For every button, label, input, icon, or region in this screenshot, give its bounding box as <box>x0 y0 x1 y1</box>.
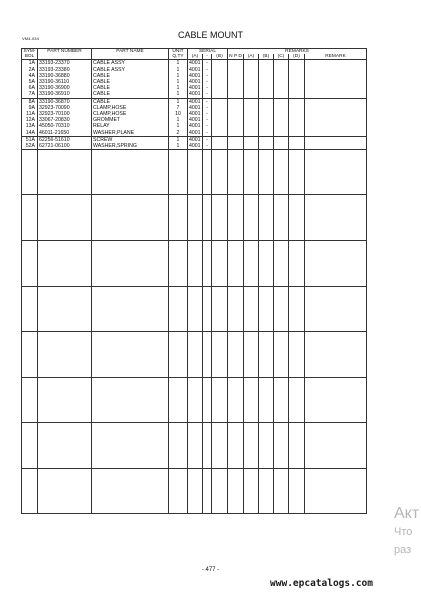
cell-empty <box>203 241 212 287</box>
cell-empty <box>259 378 274 423</box>
cell-empty <box>92 241 169 287</box>
cell-empty <box>228 469 244 514</box>
cell-empty <box>274 98 289 105</box>
cell-serial-a: 4001 <box>189 143 201 150</box>
header-part-number: PART NUMBER <box>38 49 92 60</box>
cell-empty <box>244 60 259 67</box>
cell-qty: 1 <box>169 85 188 91</box>
cell-empty <box>169 378 188 423</box>
cell-empty <box>244 378 259 423</box>
cell-empty <box>203 378 212 423</box>
cell-symbol: 1A <box>22 60 38 67</box>
cell-empty <box>305 423 367 469</box>
cell-part-name: CLAMP,HOSE <box>92 105 169 111</box>
cell-qty: 1 <box>169 123 188 129</box>
cell-empty <box>38 150 92 195</box>
cell-empty <box>244 91 259 98</box>
cell-empty <box>259 332 274 378</box>
table-row-blank <box>22 423 367 469</box>
cell-empty <box>305 378 367 423</box>
cell-qty: 1 <box>169 91 188 98</box>
cell-empty <box>203 195 212 241</box>
cell-empty <box>212 378 228 423</box>
cell-part-number: 33190-36900 <box>38 85 92 91</box>
cell-empty <box>274 136 289 143</box>
cell-empty <box>289 378 305 423</box>
cell-empty <box>169 150 188 195</box>
cell-serial-dash: - <box>203 67 212 73</box>
cell-serial-dash: - <box>203 123 212 129</box>
cell-symbol: 13A <box>22 123 38 129</box>
cell-empty <box>92 469 169 514</box>
cell-empty <box>259 91 274 98</box>
header-symbol: SYM- BOL <box>23 49 36 60</box>
header-serial-dash: - <box>203 54 212 60</box>
table-row <box>22 98 367 105</box>
page-number: - 477 - <box>201 567 220 573</box>
cell-empty <box>259 143 274 150</box>
watermark-line: Акт <box>394 505 420 522</box>
cell-empty <box>188 150 203 195</box>
cell-empty <box>289 241 305 287</box>
header-remarks-b: (B) <box>259 54 274 60</box>
cell-empty <box>289 91 305 98</box>
cell-part-name: WASHER,PLANE <box>92 130 169 137</box>
cell-part-number: 33190-36910 <box>38 91 92 98</box>
cell-empty <box>169 287 188 332</box>
cell-serial-a: 4001 <box>189 104 201 111</box>
cell-empty <box>244 469 259 514</box>
cell-empty <box>289 287 305 332</box>
cell-symbol: 2A <box>22 67 38 73</box>
header-remarks-c: (C) <box>274 54 289 60</box>
table-row-blank <box>22 378 367 423</box>
cell-empty <box>259 60 274 67</box>
cell-empty <box>305 143 367 150</box>
cell-symbol: 8A <box>22 98 38 105</box>
cell-empty <box>274 287 289 332</box>
cell-symbol: 5A <box>22 79 38 85</box>
cell-empty <box>274 423 289 469</box>
header-remarks-d: (D) <box>289 54 305 60</box>
cell-empty <box>244 423 259 469</box>
cell-part-number: 33193-23380 <box>38 67 92 73</box>
site-url[interactable]: www.epcatalogs.com <box>270 578 373 589</box>
cell-symbol: 4A <box>22 73 38 79</box>
cell-serial-dash: - <box>203 98 212 105</box>
cell-serial-a: 4001 <box>189 111 201 118</box>
cell-empty <box>259 136 274 143</box>
cell-empty <box>212 98 228 105</box>
cell-serial-dash: - <box>203 136 212 143</box>
cell-empty <box>188 469 203 514</box>
cell-empty <box>244 241 259 287</box>
cell-symbol: 7A <box>22 91 38 98</box>
cell-empty <box>244 150 259 195</box>
cell-empty <box>289 130 305 137</box>
cell-part-number: 32923-70100 <box>38 111 92 117</box>
cell-part-name: SCREW <box>92 136 169 143</box>
cell-qty: 1 <box>169 143 188 150</box>
cell-empty <box>22 469 38 514</box>
cell-empty <box>305 91 367 98</box>
cell-empty <box>259 241 274 287</box>
cell-empty <box>188 241 203 287</box>
cell-serial-a: 4001 <box>189 91 201 98</box>
cell-symbol: 11A <box>22 111 38 117</box>
page-title: CABLE MOUNT <box>177 30 243 40</box>
cell-empty <box>289 98 305 105</box>
cell-empty <box>274 60 289 67</box>
cell-empty <box>244 130 259 137</box>
cell-empty <box>259 98 274 105</box>
header-remarks-a: (A) <box>244 54 259 60</box>
cell-empty <box>289 195 305 241</box>
header-serial-a: (A) <box>188 54 203 60</box>
cell-empty <box>274 91 289 98</box>
table-row-blank <box>22 332 367 378</box>
cell-part-name: WASHER,SPRING <box>92 143 169 150</box>
cell-empty <box>289 150 305 195</box>
cell-part-number: 33190-36880 <box>38 73 92 79</box>
cell-empty <box>212 143 228 150</box>
cell-empty <box>305 60 367 67</box>
table-row <box>22 60 367 67</box>
cell-empty <box>38 241 92 287</box>
cell-part-number: 62256-51610 <box>38 136 92 143</box>
cell-empty <box>289 136 305 143</box>
cell-empty <box>188 287 203 332</box>
cell-serial-dash: - <box>203 85 212 91</box>
cell-serial-a: 4001 <box>189 79 201 86</box>
cell-empty <box>212 136 228 143</box>
cell-empty <box>212 469 228 514</box>
cell-part-number: 32923-70090 <box>38 105 92 111</box>
cell-empty <box>188 195 203 241</box>
cell-qty: 7 <box>169 105 188 111</box>
cell-part-number: 45050-70310 <box>38 123 92 129</box>
cell-empty <box>38 423 92 469</box>
cell-serial-a: 4001 <box>189 129 201 136</box>
cell-empty <box>228 98 244 105</box>
cell-empty <box>188 332 203 378</box>
cell-serial-dash: - <box>203 105 212 111</box>
cell-empty <box>274 143 289 150</box>
cell-empty <box>305 287 367 332</box>
cell-serial-a: 4001 <box>189 85 201 92</box>
cell-qty: 10 <box>169 111 188 117</box>
cell-empty <box>305 130 367 137</box>
table-row <box>22 143 367 150</box>
cell-empty <box>244 98 259 105</box>
header-remarks-text: REMARK <box>305 54 367 60</box>
cell-serial-a: 4001 <box>189 66 201 73</box>
cell-empty <box>22 287 38 332</box>
watermark-line: Что <box>394 526 413 538</box>
cell-empty <box>228 91 244 98</box>
cell-empty <box>212 332 228 378</box>
cell-part-number: 33067-20830 <box>38 117 92 123</box>
parts-table <box>21 48 367 514</box>
cell-serial-dash: - <box>203 143 212 150</box>
cell-empty <box>259 469 274 514</box>
cell-empty <box>289 60 305 67</box>
cell-empty <box>305 98 367 105</box>
cell-part-name: GROMMET <box>92 117 169 123</box>
cell-empty <box>274 241 289 287</box>
cell-part-name: CABLE <box>92 79 169 85</box>
cell-empty <box>92 423 169 469</box>
cell-serial-dash: - <box>203 111 212 117</box>
cell-qty: 1 <box>169 117 188 123</box>
cell-empty <box>259 287 274 332</box>
cell-empty <box>274 195 289 241</box>
cell-empty <box>305 195 367 241</box>
cell-serial-a: 4001 <box>189 72 201 79</box>
cell-empty <box>259 150 274 195</box>
cell-serial-a: 4001 <box>189 98 201 105</box>
cell-empty <box>244 287 259 332</box>
table-row-blank <box>22 241 367 287</box>
table-row <box>22 136 367 143</box>
cell-empty <box>228 195 244 241</box>
cell-empty <box>92 287 169 332</box>
cell-qty: 1 <box>169 73 188 79</box>
activation-watermark <box>394 505 419 559</box>
cell-part-number: 33190-36870 <box>38 98 92 105</box>
cell-empty <box>203 332 212 378</box>
cell-part-name: CABLE <box>92 98 169 105</box>
cell-empty <box>203 469 212 514</box>
table-row <box>22 130 367 137</box>
cell-empty <box>203 150 212 195</box>
cell-empty <box>289 469 305 514</box>
cell-serial-dash: - <box>203 79 212 85</box>
header-unit-qty: UNIT Q,TY <box>169 49 188 60</box>
document-code: VM4-034 <box>22 36 39 41</box>
cell-empty <box>305 469 367 514</box>
cell-empty <box>188 423 203 469</box>
cell-empty <box>274 130 289 137</box>
cell-empty <box>169 241 188 287</box>
cell-empty <box>188 378 203 423</box>
cell-serial-dash: - <box>203 117 212 123</box>
cell-part-name: CABLE <box>92 85 169 91</box>
cell-part-name: CABLE ASSY <box>92 67 169 73</box>
cell-serial-dash: - <box>203 91 212 98</box>
cell-qty: 2 <box>169 130 188 137</box>
parts-table-body <box>22 60 367 514</box>
cell-symbol: 51A <box>22 136 38 143</box>
cell-empty <box>228 423 244 469</box>
cell-part-number: 62721-06100 <box>38 143 92 150</box>
cell-part-number: 46011-21650 <box>38 130 92 137</box>
cell-empty <box>228 287 244 332</box>
cell-empty <box>274 378 289 423</box>
cell-empty <box>305 332 367 378</box>
cell-serial-a: 4001 <box>189 117 201 124</box>
cell-symbol: 14A <box>22 130 38 137</box>
cell-symbol: 52A <box>22 143 38 150</box>
cell-empty <box>169 423 188 469</box>
cell-empty <box>289 143 305 150</box>
cell-empty <box>92 150 169 195</box>
cell-empty <box>38 332 92 378</box>
table-row-blank <box>22 150 367 195</box>
cell-empty <box>244 332 259 378</box>
cell-empty <box>38 195 92 241</box>
cell-part-name: CABLE <box>92 91 169 98</box>
cell-serial-a: 4001 <box>189 123 201 130</box>
cell-empty <box>305 241 367 287</box>
cell-empty <box>169 332 188 378</box>
cell-empty <box>38 378 92 423</box>
cell-empty <box>228 241 244 287</box>
cell-part-name: CLAMP,HOSE <box>92 111 169 117</box>
cell-serial-a: 4001 <box>189 136 201 143</box>
header-part-name: PART NAME <box>92 49 169 60</box>
cell-symbol: 6A <box>22 85 38 91</box>
cell-empty <box>212 91 228 98</box>
table-row-blank <box>22 469 367 514</box>
cell-empty <box>212 423 228 469</box>
cell-empty <box>22 423 38 469</box>
cell-empty <box>259 195 274 241</box>
cell-empty <box>228 150 244 195</box>
cell-empty <box>305 150 367 195</box>
cell-empty <box>22 378 38 423</box>
cell-symbol: 12A <box>22 117 38 123</box>
cell-empty <box>289 423 305 469</box>
cell-empty <box>259 423 274 469</box>
cell-empty <box>274 469 289 514</box>
cell-empty <box>228 378 244 423</box>
cell-empty <box>92 378 169 423</box>
cell-empty <box>228 332 244 378</box>
cell-part-number: 33193-23370 <box>38 60 92 67</box>
cell-empty <box>212 195 228 241</box>
cell-empty <box>169 195 188 241</box>
cell-empty <box>244 136 259 143</box>
cell-qty: 1 <box>169 98 188 105</box>
cell-symbol: 9A <box>22 105 38 111</box>
cell-empty <box>92 332 169 378</box>
cell-empty <box>22 150 38 195</box>
cell-serial-dash: - <box>203 130 212 137</box>
header-remarks-npd: N P D <box>229 54 242 60</box>
cell-empty <box>228 143 244 150</box>
cell-empty <box>244 143 259 150</box>
header-serial: SERIAL <box>188 49 228 55</box>
cell-empty <box>169 469 188 514</box>
cell-serial-dash: - <box>203 60 212 67</box>
cell-qty: 1 <box>169 60 188 67</box>
cell-empty <box>305 136 367 143</box>
cell-empty <box>212 130 228 137</box>
table-row-blank <box>22 287 367 332</box>
table-row-blank <box>22 195 367 241</box>
cell-serial-dash: - <box>203 73 212 79</box>
cell-empty <box>289 332 305 378</box>
cell-part-number: 33190-36110 <box>38 79 92 85</box>
cell-qty: 1 <box>169 136 188 143</box>
cell-empty <box>38 287 92 332</box>
cell-empty <box>22 241 38 287</box>
cell-part-name: CABLE <box>92 73 169 79</box>
table-row <box>22 91 367 98</box>
cell-empty <box>228 60 244 67</box>
watermark-line: раз <box>394 544 412 556</box>
cell-empty <box>212 287 228 332</box>
cell-empty <box>228 136 244 143</box>
cell-empty <box>212 60 228 67</box>
cell-empty <box>228 130 244 137</box>
cell-empty <box>274 332 289 378</box>
cell-empty <box>212 150 228 195</box>
cell-empty <box>274 150 289 195</box>
header-serial-b: (B) <box>212 54 228 60</box>
cell-part-name: RELAY <box>92 123 169 129</box>
cell-empty <box>259 130 274 137</box>
cell-empty <box>203 287 212 332</box>
cell-empty <box>38 469 92 514</box>
cell-part-name: CABLE ASSY <box>92 60 169 67</box>
cell-empty <box>22 332 38 378</box>
header-remarks: REMARKS <box>228 49 367 55</box>
cell-empty <box>92 195 169 241</box>
cell-empty <box>244 195 259 241</box>
cell-qty: 1 <box>169 67 188 73</box>
cell-empty <box>203 423 212 469</box>
cell-empty <box>212 241 228 287</box>
cell-qty: 1 <box>169 79 188 85</box>
cell-empty <box>22 195 38 241</box>
cell-serial-a: 4001 <box>189 60 201 67</box>
